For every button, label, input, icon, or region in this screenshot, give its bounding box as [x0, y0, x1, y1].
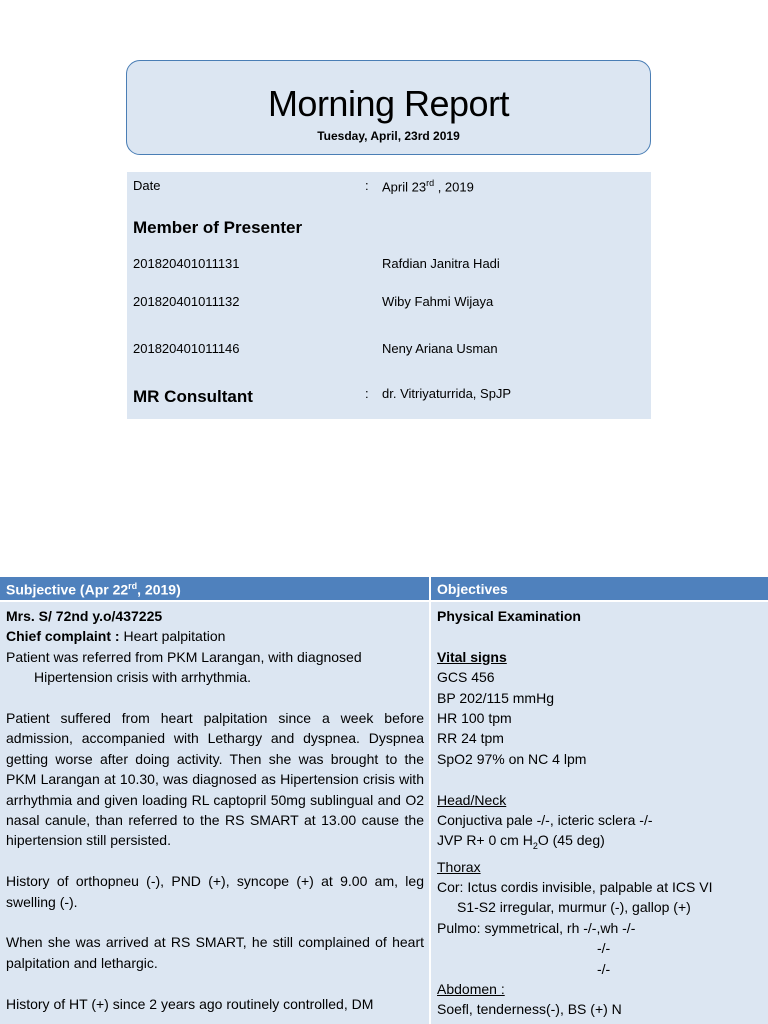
- presenter-heading: Member of Presenter: [133, 218, 303, 237]
- abdomen-findings: Soefl, tenderness(-), BS (+) N: [437, 1001, 622, 1018]
- referral-line-1: Patient was referred from PKM Larangan, with diagnosed: [6, 648, 362, 665]
- vital-spo2: SpO2 97% on NC 4 lpm: [437, 750, 587, 767]
- abdomen-heading: Abdomen :: [437, 981, 505, 998]
- consultant-label: MR Consultant: [133, 387, 253, 406]
- head-neck-heading: Head/Neck: [437, 791, 507, 808]
- cor-line-1: Cor: Ictus cordis invisible, palpable at ICS VI: [437, 879, 713, 896]
- vital-gcs: GCS 456: [437, 669, 495, 686]
- conjunctiva: Conjuctiva pale -/-, icteric sclera -/-: [437, 812, 653, 829]
- date-colon: :: [365, 178, 369, 193]
- date-label: Date: [133, 178, 161, 193]
- patient-id: Mrs. S/ 72nd y.o/437225: [6, 608, 163, 624]
- consultant-colon: :: [365, 386, 369, 401]
- history-paragraph: Patient suffered from heart palpitation since a week before admission, accompanied with Lethargy and dyspnea. Dyspnea getting worse after doing activity. Then she was brought to the PKM Larangan at 10.30, was diagnosed as Hipertension crisis with arrhythmia and given loading RL captopril 50mg sublingual and O2 nasal canule, than referred to the RS SMART at 13.00 cause the hipertension still persisted.: [6, 710, 424, 849]
- arrival-paragraph: When she was arrived at RS SMART, he still complained of heart palpitation and lethargic.: [6, 934, 424, 971]
- pulmo-line: Pulmo: symmetrical, rh -/-,wh -/-: [437, 919, 636, 936]
- title-box: [126, 60, 651, 155]
- physical-exam-heading: Physical Examination: [437, 608, 581, 624]
- page-title: Morning Report: [267, 83, 510, 124]
- vital-rr: RR 24 tpm: [437, 730, 504, 747]
- cor-line-2: S1-S2 irregular, murmur (-), gallop (+): [457, 899, 691, 916]
- jvp: JVP R+ 0 cm $H_2O$ (45 deg): [437, 832, 605, 852]
- subjective-header: Subjective (Apr 22rd, 2019): [0, 577, 429, 602]
- subjective-column: [0, 577, 429, 1024]
- presenter-id-1: 201820401011131: [133, 256, 240, 271]
- history-ht: History of HT (+) since 2 years ago routinely controlled, DM: [6, 995, 374, 1012]
- presenter-id-3: 201820401011146: [133, 341, 240, 356]
- thorax-heading: Thorax: [437, 858, 481, 875]
- vital-bp: BP 202/115 mmHg: [437, 689, 554, 706]
- page-subtitle: Tuesday, April, 23rd 2019: [317, 129, 460, 143]
- vital-signs-heading: Vital signs: [437, 648, 507, 665]
- vital-hr: HR 100 tpm: [437, 710, 512, 727]
- consultant-value: dr. Vitriyaturrida, SpJP: [382, 386, 512, 401]
- referral-line-2: Hipertension crisis with arrhythmia.: [34, 669, 252, 686]
- pulmo-line-2: -/-: [597, 940, 611, 957]
- objectives-header: Objectives: [431, 577, 768, 602]
- presenter-name-3: Neny Ariana Usman: [382, 341, 498, 356]
- presenter-id-2: 201820401011132: [133, 294, 240, 309]
- objectives-column: [431, 577, 768, 1024]
- info-box: [127, 172, 651, 419]
- chief-complaint: Chief complaint : Heart palpitation: [6, 628, 226, 645]
- presenter-name-1: Rafdian Janitra Hadi: [382, 256, 500, 271]
- pulmo-line-3: -/-: [597, 960, 611, 977]
- presenter-name-2: Wiby Fahmi Wijaya: [382, 294, 494, 309]
- date-value: April 23rd , 2019: [382, 178, 474, 195]
- soap-table: [0, 577, 768, 1024]
- history-orthopneu: History of orthopneu (-), PND (+), syncope (+) at 9.00 am, leg swelling (-).: [6, 873, 424, 910]
